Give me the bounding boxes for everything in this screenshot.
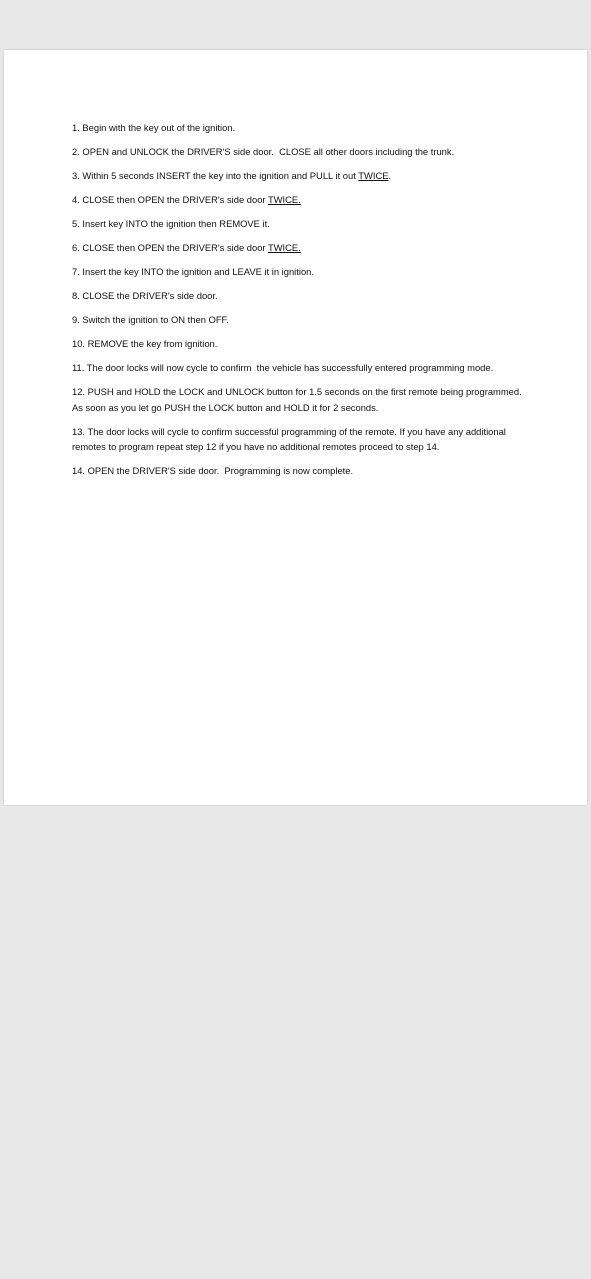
step-5 <box>72 216 522 232</box>
step-7 <box>72 264 522 280</box>
step-text: 3. Within 5 seconds INSERT the key into the ignition and PULL it out <box>72 170 359 181</box>
step-text: 2. OPEN and UNLOCK the DRIVER'S side door. CLOSE all other doors including the trunk. <box>72 146 455 157</box>
step-14 <box>72 463 522 479</box>
step-12 <box>72 384 527 415</box>
step-11 <box>72 360 522 376</box>
underlined-text: TWICE. <box>267 194 301 205</box>
step-4 <box>72 192 522 208</box>
step-13 <box>72 424 522 455</box>
step-10 <box>72 336 522 352</box>
step-text: . <box>388 170 392 181</box>
step-text: 1. Begin with the key out of the ignition. <box>72 122 236 133</box>
step-9 <box>72 312 522 328</box>
step-text: 6. CLOSE then OPEN the DRIVER's side door <box>72 242 268 253</box>
step-6 <box>72 240 522 256</box>
step-text: 7. Insert the key INTO the ignition and LEAVE it in ignition. <box>72 266 314 277</box>
steps-list <box>72 120 527 487</box>
step-1 <box>72 120 522 136</box>
step-text: 10. REMOVE the key from ignition. <box>72 338 218 349</box>
step-2 <box>72 144 522 160</box>
step-text: 14. OPEN the DRIVER'S side door. Programming is now complete. <box>72 465 354 476</box>
underlined-text: TWICE <box>358 170 389 181</box>
step-text: 4. CLOSE then OPEN the DRIVER's side door <box>72 194 268 205</box>
step-text: 9. Switch the ignition to ON then OFF. <box>72 314 229 325</box>
step-text: 11. The door locks will now cycle to confirm the vehicle has successfully entered programming mode. <box>72 362 494 373</box>
step-text: 12. PUSH and HOLD the LOCK and UNLOCK button for 1.5 seconds on the first remote being programmed. As soon as you let go PUSH the LOCK button and HOLD it for 2 seconds. <box>72 386 527 413</box>
underlined-text: TWICE. <box>267 242 301 253</box>
step-text: 13. The door locks will cycle to confirm successful programming of the remote. If you have any additional remotes to program repeat step 12 if you have no additional remotes proceed to step 14. <box>72 425 509 452</box>
step-text: 8. CLOSE the DRIVER's side door. <box>72 290 218 301</box>
step-3 <box>72 168 522 184</box>
document-page <box>4 50 587 805</box>
step-8 <box>72 288 522 304</box>
step-text: 5. Insert key INTO the ignition then REMOVE it. <box>72 218 270 229</box>
